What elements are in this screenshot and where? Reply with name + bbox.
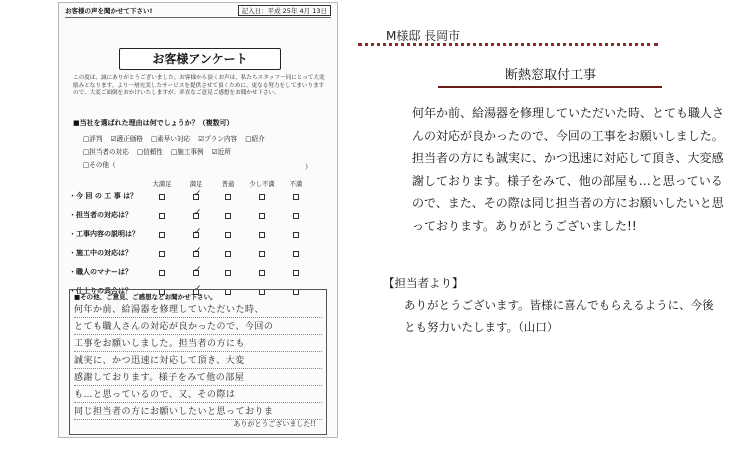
form-title: お客様アンケート xyxy=(119,48,281,70)
choice-other-close: ） xyxy=(305,163,312,171)
rating-checkbox-checked xyxy=(193,270,199,276)
comment-signature: ありがとうございました!! xyxy=(233,420,316,428)
rating-checkbox-checked xyxy=(193,213,199,219)
rating-row-label: ・工事内容の説明は？ xyxy=(69,230,139,238)
comment-label: ■その他、ご意見、ご感想などお聞かせ下さい。 xyxy=(74,293,217,301)
rating-checkbox xyxy=(293,213,299,219)
rating-checkbox xyxy=(259,213,265,219)
rating-checkbox-checked xyxy=(193,251,199,257)
rating-checkbox xyxy=(293,194,299,200)
rating-checkbox xyxy=(159,270,165,276)
rating-checkbox xyxy=(159,194,165,200)
rating-checkbox xyxy=(259,270,265,276)
rating-checkbox xyxy=(225,270,231,276)
rating-checkbox xyxy=(225,194,231,200)
choice-item: ☑プラン内容 xyxy=(198,135,238,143)
rating-checkbox xyxy=(159,232,165,238)
rating-checkbox-checked xyxy=(193,194,199,200)
comment-line: 感謝しております。様子をみて他の部屋 xyxy=(74,370,322,386)
rating-checkbox xyxy=(225,213,231,219)
staff-label: 【担当者より】 xyxy=(383,276,464,290)
comment-line: も…と思っているので、又、その際は xyxy=(74,387,322,403)
rating-column-header: 普通 xyxy=(221,181,235,188)
customer-name: M様邸 長岡市 xyxy=(386,29,461,43)
customer-message: 何年か前、給湯器を修理していただいた時、とても職人さんの対応が良かったので、今回の工事をお願いしました。担当者の方にも誠実に、かつ迅速に対応して頂き、大変感謝しております。様子をみて、他の部屋も…と思っているので、また、その際は同じ担当者の方にお願いしたいと思っております。ありがとうございました!! xyxy=(412,106,725,233)
form-header: お客様の声を聞かせて下さい! xyxy=(65,7,153,15)
comment-line: 同じ担当者の方にお願いしたいと思っておりま xyxy=(74,404,322,420)
rating-checkbox xyxy=(159,251,165,257)
question-reason: ■当社を選ばれた理由は何でしょうか？（複数可） xyxy=(73,119,234,127)
rating-checkbox xyxy=(259,194,265,200)
rating-row-label: ・今 回 の 工 事 は？ xyxy=(69,192,138,200)
rating-column-header: 少し不満 xyxy=(249,181,275,188)
rating-column-header: 不満 xyxy=(289,181,303,188)
choice-item: ☑近所 xyxy=(211,148,231,156)
choice-item: □評判 xyxy=(83,135,103,143)
rating-checkbox xyxy=(259,251,265,257)
choice-item: □信頼性 xyxy=(136,148,163,156)
reason-choices xyxy=(83,133,333,172)
choice-item: □紹介 xyxy=(245,135,265,143)
choice-item: □施工事例 xyxy=(171,148,204,156)
staff-reply: ありがとうございます。皆様に喜んでもらえるように、今後とも努力いたします。（山口） xyxy=(404,298,714,334)
work-heading: 断熱窓取付工事 xyxy=(505,68,597,83)
rating-row-label: ・施工中の対応は？ xyxy=(69,249,132,257)
rating-row-label: ・仕上りの具合は？ xyxy=(69,287,132,295)
comment-line: 何年か前、給湯器を修理していただいた時、 xyxy=(74,302,322,318)
comment-box xyxy=(69,289,327,435)
comment-line: 誠実に、かつ迅速に対応して頂き、大変 xyxy=(74,353,322,369)
rating-checkbox xyxy=(159,213,165,219)
rating-row-label: ・職人のマナーは？ xyxy=(69,268,132,276)
comment-line: とても職人さんの対応が良かったので、今回の xyxy=(74,319,322,335)
rating-checkbox-checked xyxy=(193,232,199,238)
rating-checkbox xyxy=(259,232,265,238)
questionnaire-sheet xyxy=(58,2,338,438)
dotted-divider xyxy=(358,43,658,46)
rating-checkbox xyxy=(293,251,299,257)
comment-line: 工事をお願いしました。担当者の方にも xyxy=(74,336,322,352)
form-intro: この度は、誠にありがとうございました。お客様から頂くお声は、私たちスタッフ一同にとって大変励みとなります。より一層充実したサービスを提供させて頂くために、更なる努力をしてまいりますので、大変ご面倒をおかけいたしますが、率直なご意見ご感想をお聞かせ下さい。 xyxy=(73,75,325,97)
rating-column-header: 大満足 xyxy=(152,181,172,188)
form-date: 記入日：平成 25年 4月 13日 xyxy=(238,5,331,16)
choice-item: □担当者の対応 xyxy=(83,148,129,156)
form-header-divider xyxy=(65,17,331,18)
rating-checkbox xyxy=(293,270,299,276)
choice-item: ☑適正価格 xyxy=(110,135,143,143)
choice-other: □その他（ xyxy=(83,161,116,169)
choice-item: □素早い対応 xyxy=(150,135,191,143)
rating-checkbox xyxy=(293,232,299,238)
heading-underline xyxy=(438,86,662,88)
rating-row-label: ・担当者の対応は？ xyxy=(69,211,132,219)
rating-checkbox xyxy=(225,251,231,257)
rating-checkbox xyxy=(225,232,231,238)
rating-column-header: 満足 xyxy=(189,181,203,188)
